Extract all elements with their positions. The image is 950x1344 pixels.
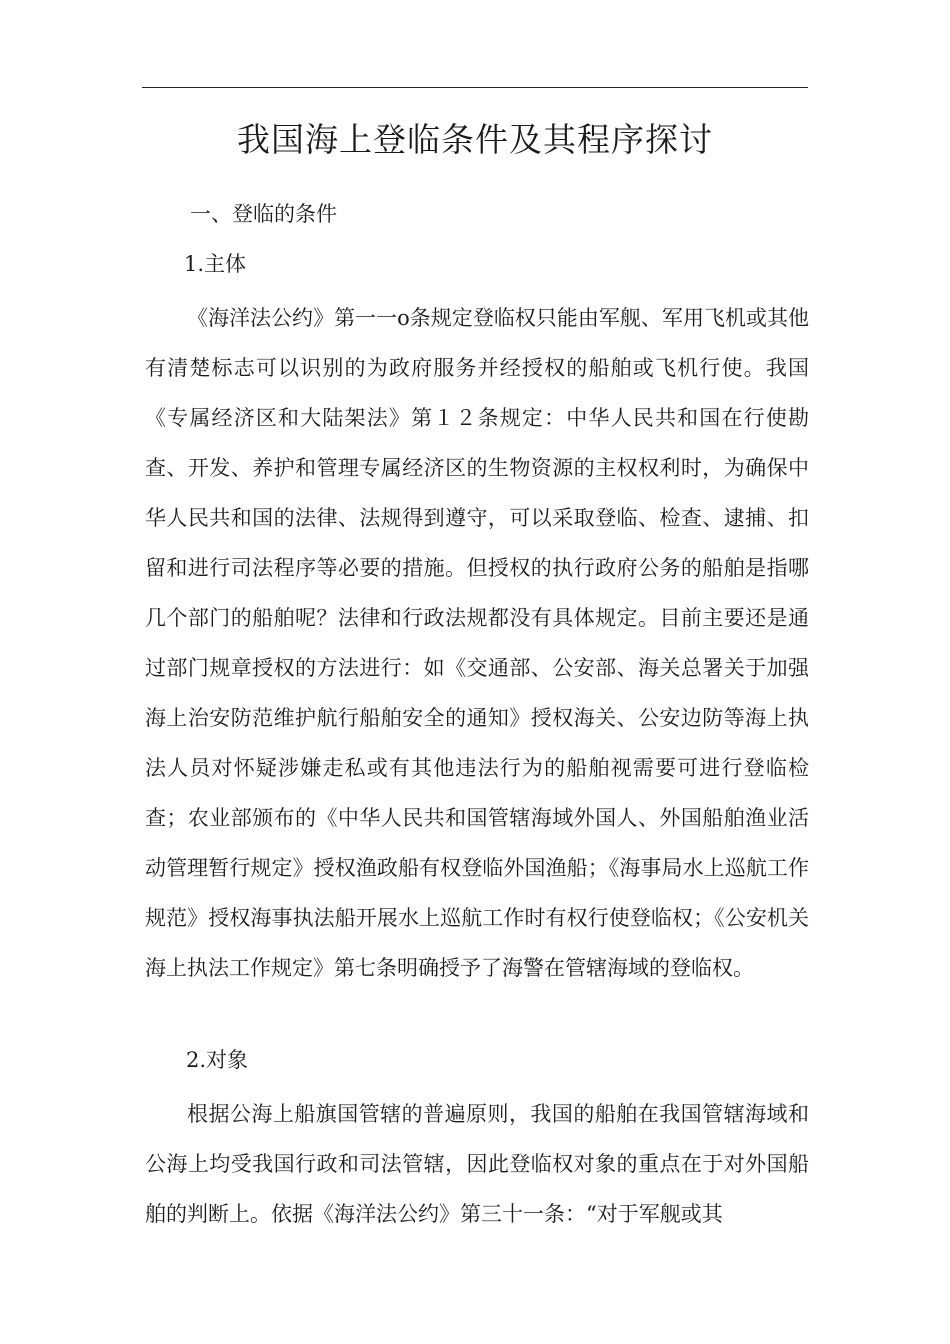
paragraph-subject: 《海洋法公约》第一一o条规定登临权只能由军舰、军用飞机或其他有清楚标志可以识别的为政府服务并经授权的船舶或飞机行使。我国《专属经济区和大陆架法》第１２条规定：中华人民共和国在行使勘查、开发、养护和管理专属经济区的生物资源的主权权利时，为确保中华人民共和国的法律、法规得到遵守，可以采取登临、检查、逮捕、扣留和进行司法程序等必要的措施。但授权的执行政府公务的船舶是指哪几个部门的船舶呢？法律和行政法规都没有具体规定。目前主要还是通过部门规章授权的方法进行：如《交通部、公安部、海关总署关于加强海上治安防范维护航行船舶安全的通知》授权海关、公安边防等海上执法人员对怀疑涉嫌走私或有其他违法行为的船舶视需要可进行登临检查；农业部颁布的《中华人民共和国管辖海域外国人、外国船舶渔业活动管理暂行规定》授权渔政船有权登临外国渔船；《海事局水上巡航工作规范》授权海事执法船开展水上巡航工作时有权行使登临权；《公安机关海上执法工作规定》第七条明确授予了海警在管辖海域的登临权。 bbox=[145, 306, 809, 980]
header-rule bbox=[142, 87, 808, 88]
subsection-heading-object: 2.对象 bbox=[186, 1048, 249, 1072]
section-heading-conditions: 一、登临的条件 bbox=[190, 202, 337, 226]
document-title: 我国海上登临条件及其程序探讨 bbox=[237, 120, 713, 159]
paragraph-object: 根据公海上船旗国管辖的普遍原则，我国的船舶在我国管辖海域和公海上均受我国行政和司法管辖，因此登临权对象的重点在于对外国船舶的判断上。依据《海洋法公约》第三十一条：“对于军舰或其 bbox=[145, 1102, 809, 1226]
subsection-heading-subject: 1.主体 bbox=[184, 252, 247, 276]
